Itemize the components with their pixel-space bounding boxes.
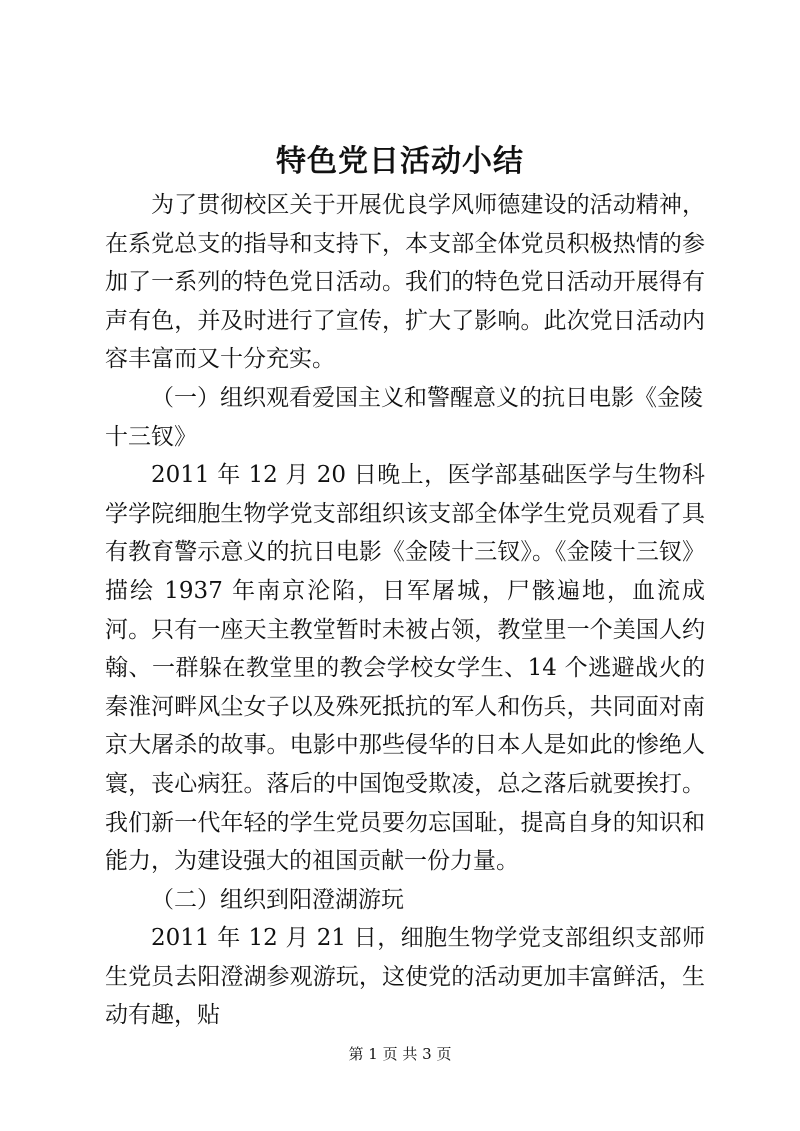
- document-body: [105, 186, 705, 1035]
- section-1-paragraph: 2011 年 12 月 20 日晚上，医学部基础医学与生物科学学院细胞生物学党支部组织该支部全体学生党员观看了具有教育警示意义的抗日电影《金陵十三钗》。《金陵十三钗》描绘 1937 年南京沦陷，日军屠城，尸骸遍地，血流成河。只有一座天主教堂暂时未被占领，教堂里一个美国人约翰、一群躲在教堂里的教会学校女学生、14 个逃避战火的秦淮河畔风尘女子以及殊死抵抗的军人和伤兵，共同面对南京大屠杀的故事。电影中那些侵华的日本人是如此的惨绝人寰，丧心病狂。落后的中国饱受欺凌，总之落后就要挨打。我们新一代年轻的学生党员要勿忘国耻，提高自身的知识和能力，为建设强大的祖国贡献一份力量。: [105, 462, 705, 875]
- section-heading-2: （二）组织到阳澄湖游玩: [151, 886, 404, 913]
- section-2-paragraph: 2011 年 12 月 21 日，细胞生物学党支部组织支部师生党员去阳澄湖参观游玩，这使党的活动更加丰富鲜活，生动有趣，贴: [105, 925, 705, 1029]
- intro-paragraph: 为了贯彻校区关于开展优良学风师德建设的活动精神，在系党总支的指导和支持下，本支部全体党员积极热情的参加了一系列的特色党日活动。我们的特色党日活动开展得有声有色，并及时进行了宣传，扩大了影响。此次党日活动内容丰富而又十分充实。: [105, 192, 705, 373]
- section-heading-1: （一）组织观看爱国主义和警醒意义的抗日电影《金陵十三钗》: [105, 384, 703, 450]
- document-title: 特色党日活动小结: [276, 144, 524, 179]
- page-footer: 第 1 页 共 3 页: [348, 1045, 452, 1063]
